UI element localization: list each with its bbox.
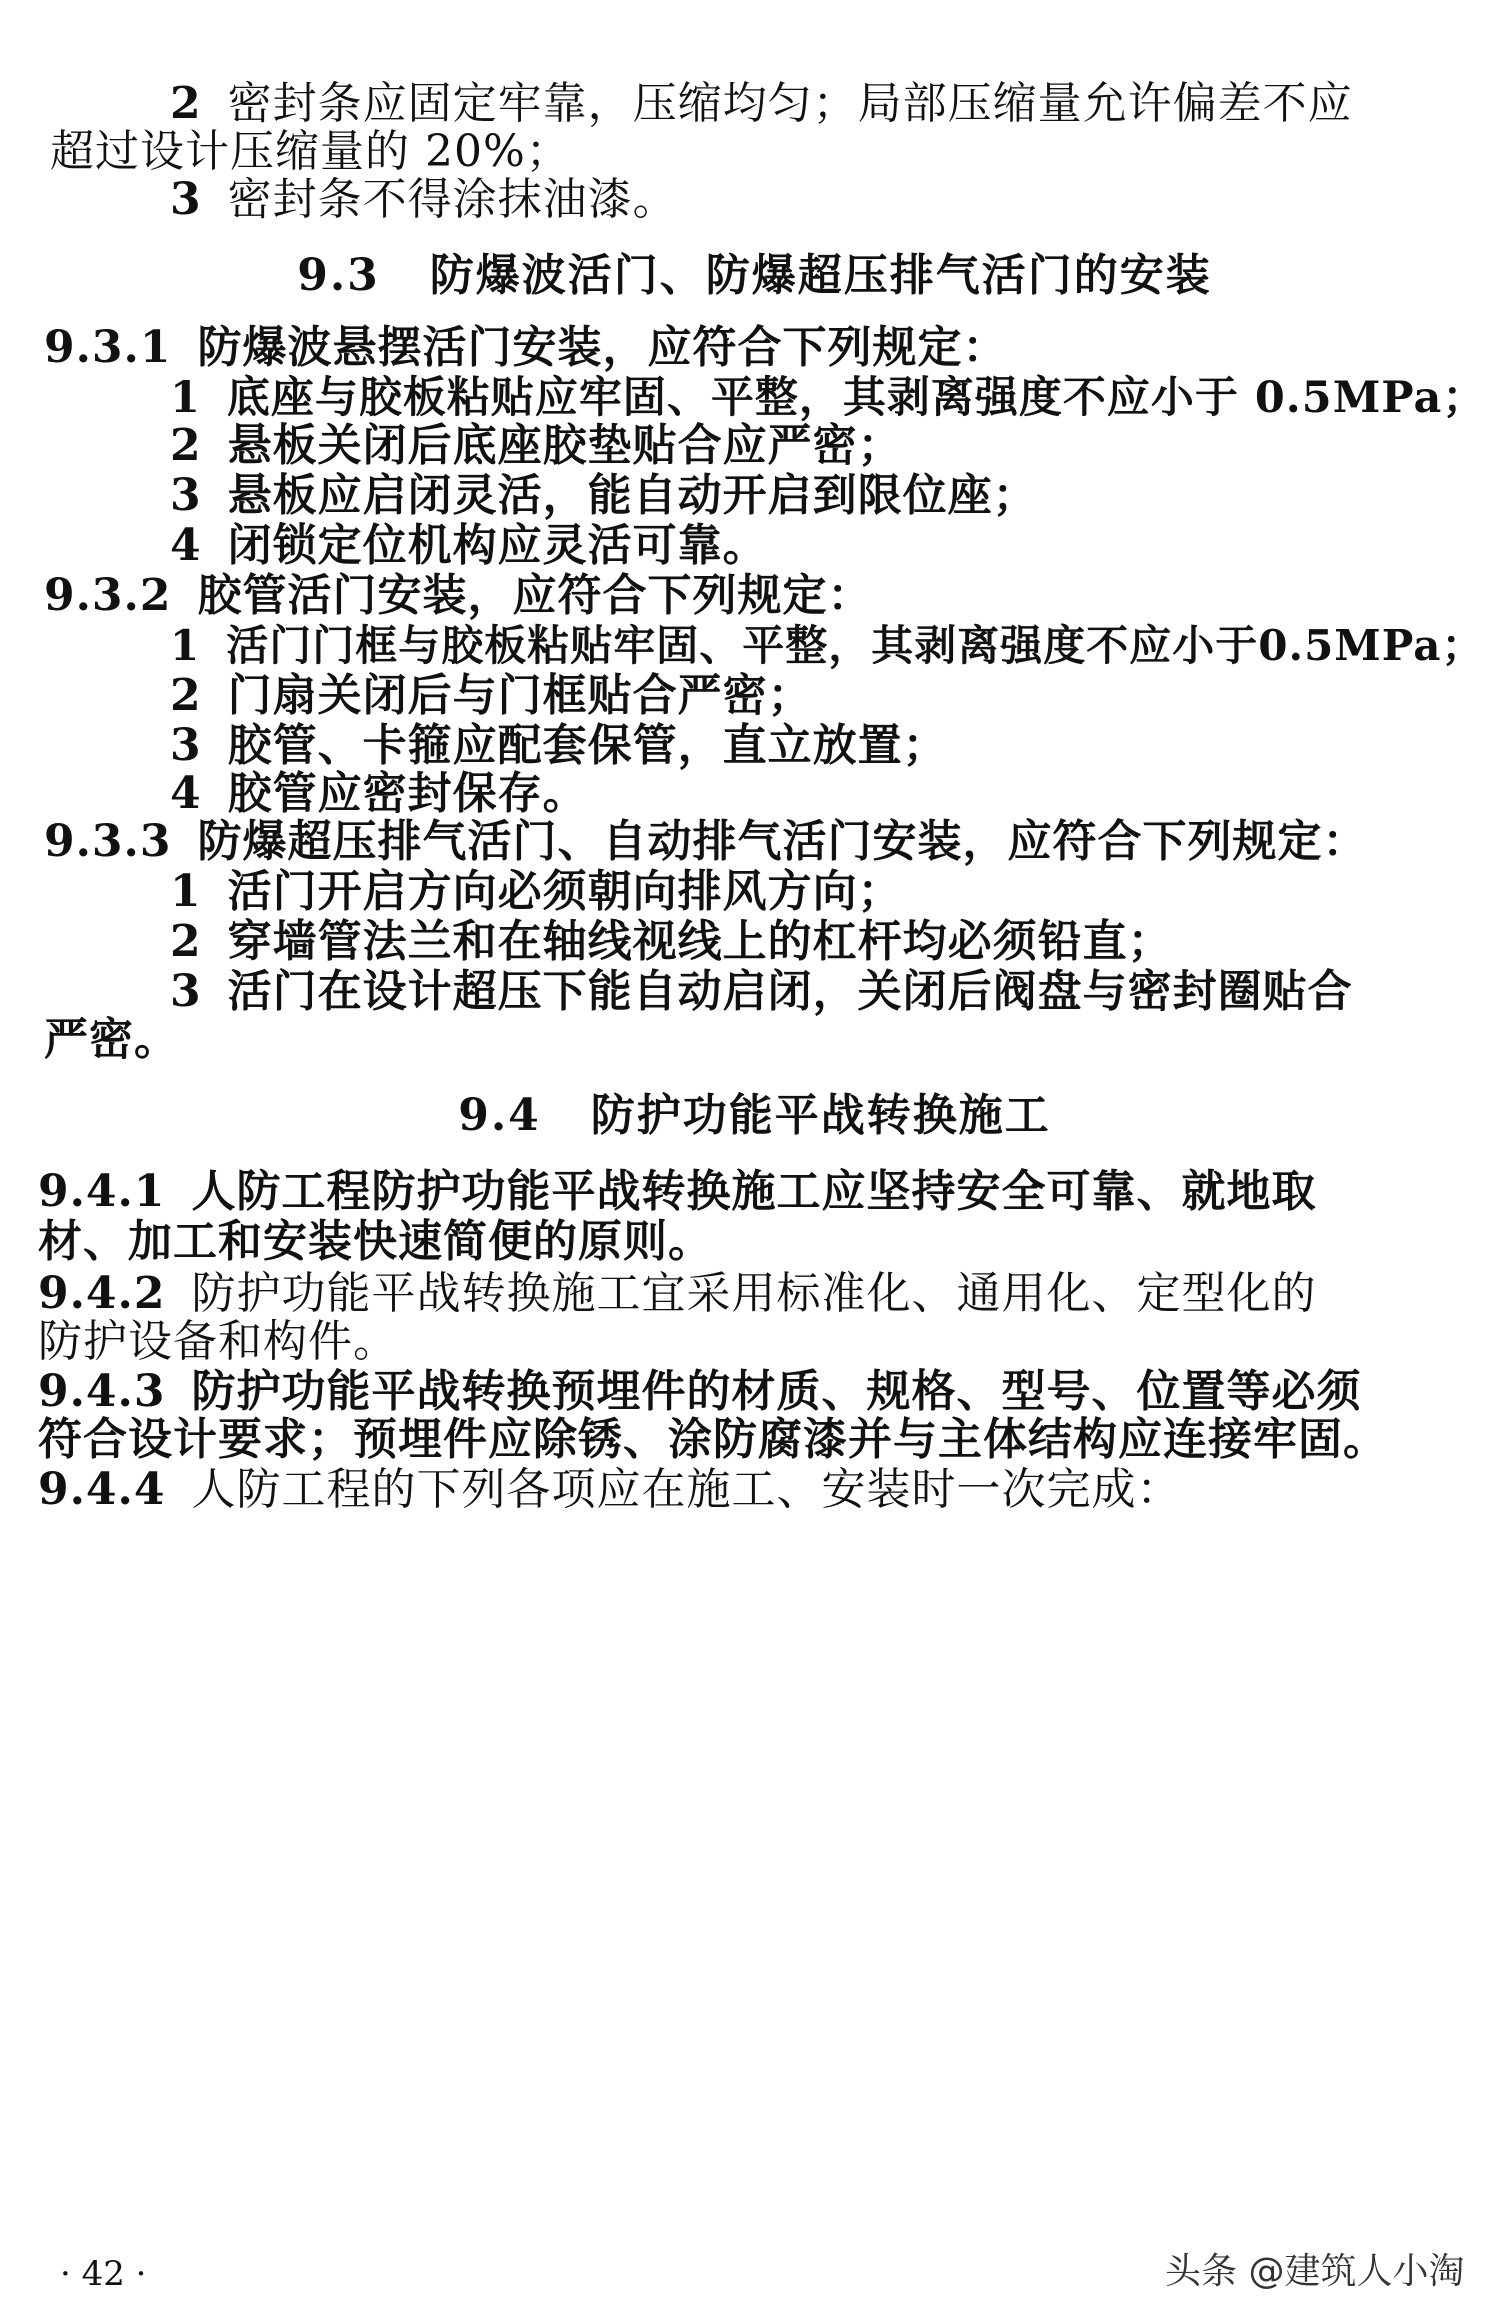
item-number: 1 (170, 866, 202, 917)
watermark: 头条 @建筑人小淘 (1165, 2251, 1465, 2292)
section-heading (0, 1086, 1509, 1146)
item-number: 3 (170, 174, 202, 225)
clause-text: 防爆波悬摆活门安装，应符合下列规定： (197, 322, 1008, 373)
clause-text: 胶管活门安装，应符合下列规定： (197, 570, 873, 621)
item-text: 闭锁定位机构应灵活可靠。 (227, 520, 768, 571)
item-number: 4 (170, 768, 202, 819)
item-number: 2 (170, 420, 202, 471)
clause-number: 9.4.4 (38, 1464, 166, 1515)
clause (38, 1460, 1181, 1520)
item-number: 3 (170, 720, 202, 771)
clause-text: 防护功能平战转换预埋件的材质、规格、型号、位置等必须 (191, 1366, 1362, 1417)
item-number: 3 (170, 470, 202, 521)
item-number: 1 (170, 621, 201, 670)
item-text: 超过设计压缩量的 20%； (50, 126, 571, 177)
clause-number: 9.4.1 (38, 1166, 166, 1217)
item-text: 底座与胶板粘贴应牢固、平整，其剥离强度不应小于 0.5MPa； (226, 373, 1487, 423)
item-text: 严密。 (44, 1014, 179, 1065)
clause-text: 防护设备和构件。 (38, 1316, 398, 1367)
item-text: 悬板关闭后底座胶垫贴合应严密； (227, 420, 903, 471)
section-title: 防爆波活门、防爆超压排气活门的安装 (429, 250, 1212, 301)
item-text: 活门开启方向必须朝向排风方向； (227, 866, 903, 917)
clause-number: 9.3.3 (44, 816, 172, 867)
clause-number: 9.3.1 (44, 322, 172, 373)
item-text: 悬板应启闭灵活，能自动开启到限位座； (227, 470, 1038, 521)
list-item (170, 962, 1353, 1022)
clause-continuation (38, 1212, 713, 1272)
item-text: 门扇关闭后与门框贴合严密； (227, 670, 813, 721)
clause-number: 9.4.2 (38, 1268, 166, 1319)
clause-text: 防爆超压排气活门、自动排气活门安装，应符合下列规定： (197, 816, 1368, 867)
item-text: 穿墙管法兰和在轴线视线上的杠杆均必须铅直； (227, 916, 1173, 967)
item-text: 活门门框与胶板粘贴牢固、平整，其剥离强度不应小于0.5MPa； (226, 621, 1485, 670)
item-text: 胶管应密封保存。 (227, 768, 588, 819)
clause-text: 人防工程防护功能平战转换施工应坚持安全可靠、就地取 (191, 1166, 1317, 1217)
page-number: · 42 · (60, 2254, 147, 2294)
list-item-continuation (44, 1010, 179, 1070)
item-number: 2 (170, 916, 202, 967)
section-heading (0, 246, 1509, 306)
item-number: 3 (170, 966, 202, 1017)
item-text: 胶管、卡箍应配套保管，直立放置； (227, 720, 948, 771)
clause-number: 9.4.3 (38, 1366, 166, 1417)
clause-number: 9.3.2 (44, 570, 172, 621)
item-number: 2 (170, 78, 202, 129)
clause-text: 防护功能平战转换施工宜采用标准化、通用化、定型化的 (191, 1268, 1317, 1319)
item-number: 2 (170, 670, 202, 721)
clause-text: 材、加工和安装快速简便的原则。 (38, 1216, 713, 1267)
section-number: 9.3 (297, 250, 380, 301)
item-number: 1 (170, 373, 201, 423)
clause-text: 符合设计要求；预埋件应除锈、涂防腐漆并与主体结构应连接牢固。 (38, 1414, 1388, 1465)
item-text: 密封条不得涂抹油漆。 (227, 174, 678, 225)
section-number: 9.4 (458, 1090, 541, 1141)
list-item (170, 170, 678, 230)
clause-text: 人防工程的下列各项应在施工、安装时一次完成： (191, 1464, 1182, 1515)
item-text: 活门在设计超压下能自动启闭，关闭后阀盘与密封圈贴合 (227, 966, 1353, 1017)
section-title: 防护功能平战转换施工 (590, 1090, 1051, 1141)
item-number: 4 (170, 520, 202, 571)
item-text: 密封条应固定牢靠，压缩均匀；局部压缩量允许偏差不应 (227, 78, 1353, 129)
